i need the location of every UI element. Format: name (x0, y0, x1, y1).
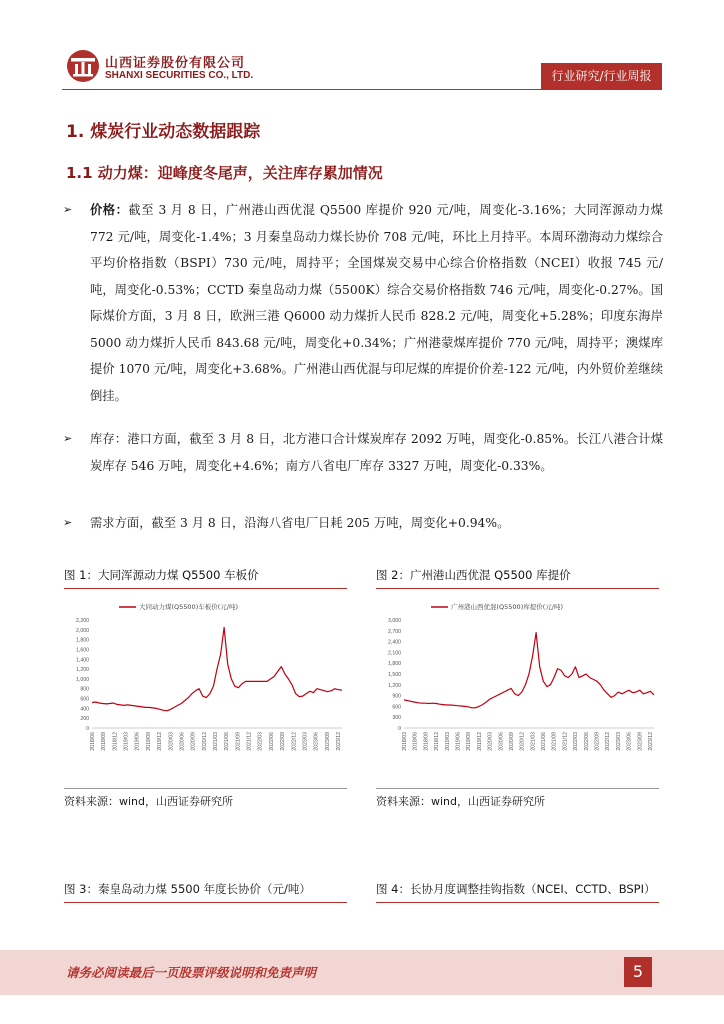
x-tick-label: 2019/03 (123, 732, 130, 751)
x-tick-label: 2023/12 (648, 732, 654, 751)
chart-guangzhou-coal-price (376, 598, 659, 783)
x-tick-label: 2023/06 (313, 732, 320, 751)
figure-4-title: 图 4：长协月度调整挂钩指数（NCEI、CCTD、BSPI） (376, 880, 659, 903)
x-tick-label: 2023/09 (637, 732, 644, 751)
series-line (404, 633, 654, 708)
x-tick-label: 2022/06 (583, 732, 590, 751)
legend-label: 广州港山西优混(Q5500)库提价(元/吨) (451, 603, 563, 611)
x-tick-label: 2021/12 (562, 732, 569, 751)
y-tick-label: 0 (86, 726, 89, 732)
y-tick-label: 1,200 (388, 682, 401, 689)
x-tick-label: 2018/09 (101, 732, 108, 751)
x-tick-label: 2020/06 (498, 732, 505, 751)
company-name-en: SHANXI SECURITIES CO., LTD. (105, 70, 254, 81)
company-name-cn: 山西证券股份有限公司 (105, 56, 246, 71)
series-line (92, 627, 342, 710)
x-tick-label: 2021/09 (235, 732, 242, 751)
bullet-text: 需求方面，截至 3 月 8 日，沿海八省电厂日耗 205 万吨，周变化+0.94%。 (90, 516, 510, 530)
subsection-heading: 1.1 动力煤：迎峰度冬尾声，关注库存累加情况 (66, 164, 383, 182)
bullet-price (63, 197, 663, 409)
legend-label: 大同动力煤(Q5500)车板价(元/吨) (139, 603, 238, 611)
report-type-badge: 行业研究/行业周报 (541, 63, 662, 89)
x-tick-label: 2022/03 (257, 732, 264, 751)
y-tick-label: 2,100 (388, 650, 401, 657)
chart-datong-coal-price (64, 598, 347, 783)
x-tick-label: 2020/06 (179, 732, 186, 751)
header-divider (62, 89, 662, 90)
x-tick-label: 2020/03 (487, 732, 494, 751)
figure-2-source: 资料来源：wind，山西证券研究所 (376, 788, 659, 812)
x-tick-label: 2018/03 (402, 732, 408, 751)
y-tick-label: 800 (80, 686, 89, 693)
x-tick-label: 2022/09 (594, 732, 601, 751)
company-logo (66, 49, 100, 83)
x-tick-label: 2020/09 (190, 732, 197, 751)
x-tick-label: 2022/09 (280, 732, 287, 751)
x-tick-label: 2018/12 (434, 732, 441, 751)
bullet-arrow-icon: ➢ (63, 516, 73, 529)
figure-2-title: 图 2：广州港山西优混 Q5500 库提价 (376, 566, 659, 589)
y-tick-label: 200 (80, 716, 89, 723)
bullet-label: 价格： (90, 202, 129, 217)
y-tick-label: 1,800 (76, 637, 89, 644)
x-tick-label: 2023/09 (324, 732, 331, 751)
y-tick-label: 600 (392, 704, 401, 711)
bullet-arrow-icon: ➢ (63, 432, 73, 445)
y-tick-label: 0 (398, 726, 401, 732)
bullet-arrow-icon: ➢ (63, 203, 73, 216)
y-tick-label: 2,400 (388, 639, 401, 646)
y-tick-label: 2,000 (76, 627, 89, 634)
figure-1-source: 资料来源：wind，山西证券研究所 (64, 788, 347, 812)
x-tick-label: 2019/06 (455, 732, 462, 751)
x-tick-label: 2023/12 (336, 732, 342, 751)
y-tick-label: 3,000 (388, 618, 401, 624)
y-tick-label: 1,600 (76, 647, 89, 654)
footer-disclaimer: 请务必阅读最后一页股票评级说明和免责声明 (66, 965, 317, 980)
y-tick-label: 1,500 (388, 672, 401, 678)
x-tick-label: 2022/12 (291, 732, 298, 751)
x-tick-label: 2020/03 (168, 732, 175, 751)
x-tick-label: 2021/03 (213, 732, 219, 751)
y-tick-label: 600 (80, 696, 89, 703)
x-tick-label: 2021/06 (541, 732, 548, 751)
bullet-demand (63, 510, 663, 537)
figure-1-title: 图 1：大同浑源动力煤 Q5500 车板价 (64, 566, 347, 589)
x-tick-label: 2018/06 (90, 732, 96, 751)
section-heading: 1. 煤炭行业动态数据跟踪 (66, 122, 261, 142)
x-tick-label: 2019/09 (145, 732, 152, 751)
bullet-inventory (63, 426, 663, 479)
x-tick-label: 2023/03 (302, 732, 309, 751)
y-tick-label: 1,400 (76, 657, 89, 664)
x-tick-label: 2023/03 (615, 732, 622, 751)
figure-3-title: 图 3：秦皇岛动力煤 5500 年度长协价（元/吨） (64, 880, 347, 903)
y-tick-label: 2,200 (76, 618, 89, 624)
x-tick-label: 2019/09 (466, 732, 473, 751)
page-number: 5 (624, 957, 652, 987)
x-tick-label: 2019/03 (444, 732, 451, 751)
x-tick-label: 2019/12 (476, 732, 483, 751)
x-tick-label: 2018/09 (423, 732, 430, 751)
x-tick-label: 2022/12 (605, 732, 612, 751)
x-tick-label: 2021/06 (224, 732, 231, 751)
x-tick-label: 2022/06 (268, 732, 275, 751)
x-tick-label: 2021/09 (551, 732, 558, 751)
y-tick-label: 2,700 (388, 628, 401, 635)
y-tick-label: 1,000 (76, 676, 89, 683)
x-tick-label: 2023/06 (626, 732, 633, 751)
x-tick-label: 2018/06 (412, 732, 419, 751)
y-tick-label: 300 (392, 715, 401, 722)
x-tick-label: 2020/12 (519, 732, 526, 751)
x-tick-label: 2021/03 (530, 732, 537, 751)
y-tick-label: 900 (392, 693, 401, 700)
bullet-text: 库存：港口方面，截至 3 月 8 日，北方港口合计煤炭库存 2092 万吨，周变化-0.85%。长江八港合计煤炭库存 546 万吨，周变化+4.6%；南方八省电厂库存 3327 万吨，周变化-0.33%。 (90, 432, 663, 473)
y-tick-label: 400 (80, 706, 89, 713)
x-tick-label: 2019/06 (134, 732, 141, 751)
x-tick-label: 2021/12 (246, 732, 253, 751)
bullet-text: 截至 3 月 8 日，广州港山西优混 Q5500 库提价 920 元/吨，周变化-3.16%；大同浑源动力煤 772 元/吨，周变化-1.4%；3 月秦皇岛动力煤长协价 708 元/吨，环比上月持平。本周环渤海动力煤综合平均价格指数（BSPI）730 元/吨，周持平；全国煤炭交易中心综合价格指数（NCEI）收报 745 元/吨，周变化-0.53%；CCTD 秦皇岛动力煤（5500K）综合交易价格指数 746 元/吨，周变化-0.27%。国际煤价方面，3 月 8 日，欧洲三港 Q6000 动力煤折人民币 828.2 元/吨，周变化+5.28%；印度东海岸 5000 动力煤折人民币 843.68 元/吨，周变化+0.34%；广州港蒙煤库提价 770 元/吨，周持平；澳煤库提价 1070 元/吨，周变化+3.68%。广州港山西优混与印尼煤的库提价价差-122 元/吨，内外贸价差继续倒挂。 (90, 203, 663, 403)
x-tick-label: 2018/12 (112, 732, 119, 751)
x-tick-label: 2020/09 (508, 732, 515, 751)
y-tick-label: 1,800 (388, 661, 401, 668)
y-tick-label: 1,200 (76, 667, 89, 674)
x-tick-label: 2019/12 (157, 732, 164, 751)
x-tick-label: 2022/03 (573, 732, 580, 751)
x-tick-label: 2020/12 (201, 732, 208, 751)
